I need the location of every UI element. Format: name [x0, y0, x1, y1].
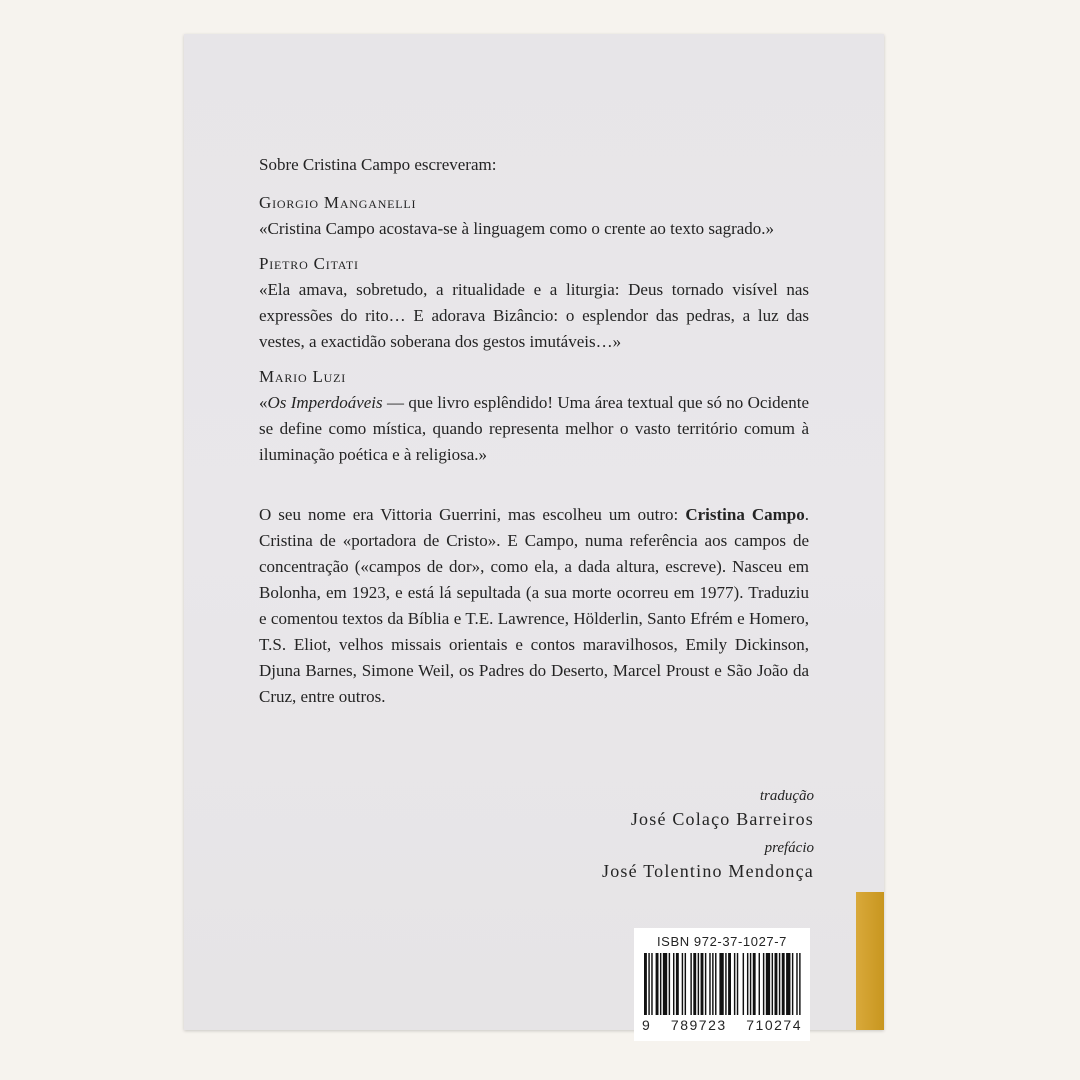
barcode-bar	[725, 953, 726, 1015]
testimonial	[259, 364, 809, 468]
barcode-bar	[799, 953, 800, 1015]
barcode-bar	[728, 953, 731, 1015]
barcode-bar	[750, 953, 751, 1015]
barcode-bar	[792, 953, 793, 1015]
barcode-bar	[734, 953, 735, 1015]
translation-label: tradução	[759, 788, 814, 804]
barcode-bar	[743, 953, 744, 1015]
barcode-bar	[782, 953, 785, 1015]
barcode-bar	[779, 953, 780, 1015]
barcode-bar	[747, 953, 748, 1015]
author-name: Cristina Campo	[685, 505, 805, 524]
barcode-bar	[669, 953, 670, 1015]
barcode-bar	[693, 953, 696, 1015]
testimonial-quote: «Os Imperdoáveis — que livro esplêndido! Uma área textual que só no Ocidente se define como mística, quando representa melhor o vasto território comum à iluminação poética e à religiosa.»	[259, 393, 809, 464]
barcode	[642, 953, 802, 1015]
barcode-bar	[796, 953, 797, 1015]
barcode-bar	[698, 953, 699, 1015]
credits	[602, 786, 814, 890]
author-biography: O seu nome era Vittoria Guerrini, mas escolheu um outro: Cristina Campo. Cristina de «portadora de Cristo». E Campo, numa referência aos campos de concentração («campos de dor», como ela, a dada altura, escreve). Nasceu em Bolonha, em 1923, e está lá sepultada (a sua morte ocorreu em 1977). Traduziu e comentou textos da Bíblia e T.E. Lawrence, Hölderlin, Santo Efrém e Homero, T.S. Eliot, velhos missais orientais e contos maravilhosos, Emily Dickinson, Djuna Barnes, Simone Weil, os Padres do Deserto, Marcel Proust e São João da Cruz, entre outros.	[259, 505, 809, 706]
testimonial	[259, 251, 809, 355]
book-title: Os Imperdoáveis	[267, 393, 383, 412]
translator-name: José Colaço Barreiros	[630, 809, 814, 829]
barcode-bar	[682, 953, 683, 1015]
barcode-bar	[676, 953, 679, 1015]
barcode-bar	[644, 953, 647, 1015]
testimonial-quote: «Ela amava, sobretudo, a ritualidade e a liturgia: Deus tornado visível nas expressões do rito… E adorava Bizâncio: o esplendor das pedras, a luz das vestes, a exactidão soberana dos gestos imutáveis…»	[259, 280, 809, 351]
barcode-bar	[705, 953, 706, 1015]
barcode-bar	[648, 953, 649, 1015]
barcode-bar	[701, 953, 704, 1015]
intro-line: Sobre Cristina Campo escreveram:	[259, 155, 497, 174]
spine-color-strip	[856, 892, 884, 1030]
barcode-bar	[660, 953, 661, 1015]
barcode-bar	[685, 953, 686, 1015]
barcode-bar	[712, 953, 713, 1015]
barcode-bar	[663, 953, 667, 1015]
barcode-bar	[690, 953, 691, 1015]
barcode-bar	[763, 953, 764, 1015]
testimonial-author: Pietro Citati	[259, 254, 359, 273]
testimonial-quote: «Cristina Campo acostava-se à linguagem como o crente ao texto sagrado.»	[259, 219, 775, 238]
barcode-bar	[753, 953, 756, 1015]
barcode-bar	[786, 953, 790, 1015]
barcode-bar	[719, 953, 723, 1015]
barcode-bar	[775, 953, 778, 1015]
barcode-bar	[656, 953, 659, 1015]
barcode-digits: 9 789723 710274	[642, 1017, 802, 1033]
preface-author-name: José Tolentino Mendonça	[602, 861, 814, 881]
barcode-bar	[772, 953, 773, 1015]
cover-text	[259, 152, 809, 727]
testimonial-author: Giorgio Manganelli	[259, 193, 417, 212]
testimonial-author: Mario Luzi	[259, 367, 347, 386]
barcode-bar	[709, 953, 710, 1015]
preface-label: prefácio	[764, 840, 814, 856]
barcode-bar	[715, 953, 716, 1015]
book-back-cover	[184, 34, 884, 1033]
barcode-bar	[673, 953, 674, 1015]
isbn-barcode-block	[634, 928, 810, 1041]
testimonial	[259, 190, 809, 242]
barcode-bar	[759, 953, 760, 1015]
barcode-bar	[766, 953, 770, 1015]
isbn-label: ISBN 972-37-1027-7	[656, 934, 788, 949]
barcode-bar	[651, 953, 652, 1015]
barcode-bar	[737, 953, 738, 1015]
